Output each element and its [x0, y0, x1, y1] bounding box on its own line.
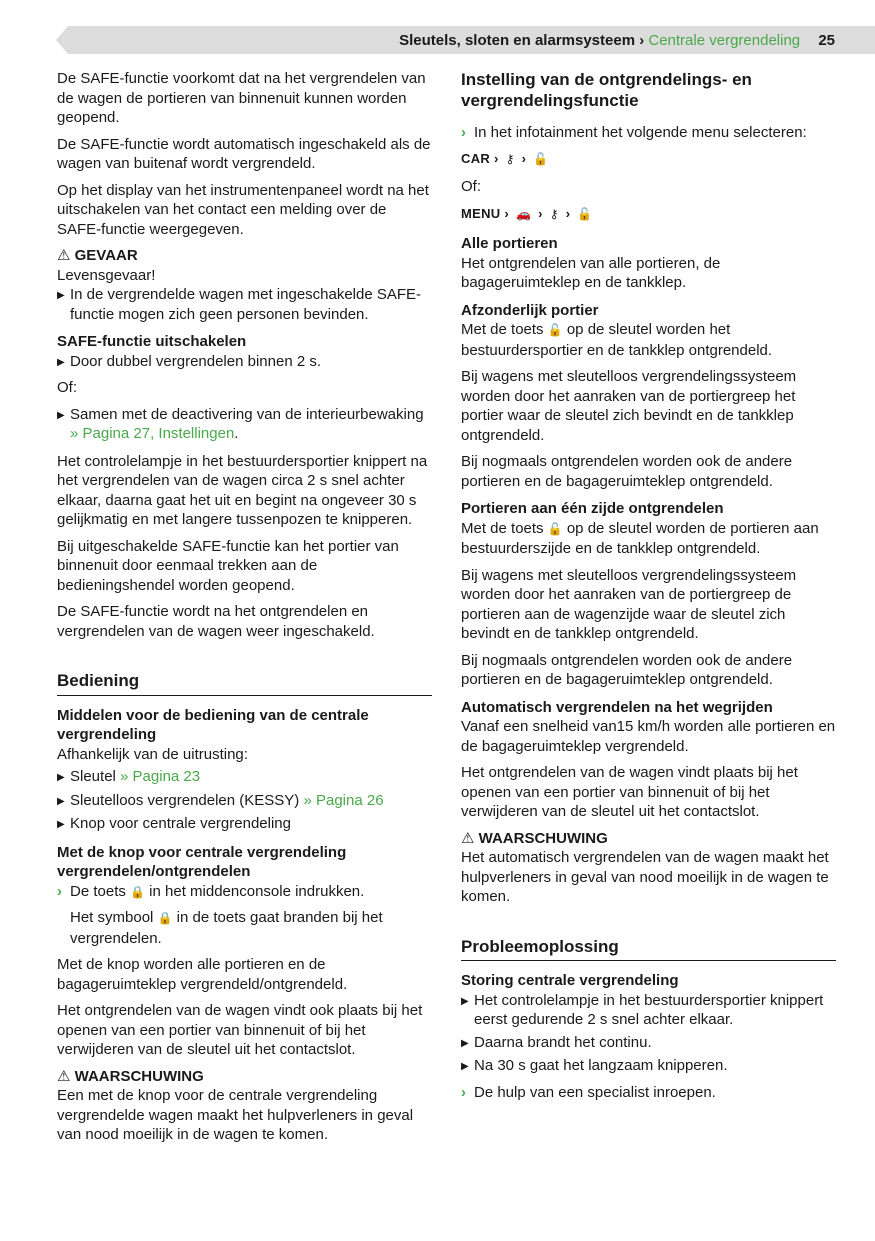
header-chapter: Centrale vergrendeling [648, 32, 801, 49]
lock-icon: 🔒 [130, 884, 145, 899]
page-number: 25 [818, 32, 835, 49]
section-heading: Probleemoplossing [461, 937, 836, 962]
paragraph: Bij wagens met sleutelloos vergrendelingssysteem worden door het aanraken van de portiergreep de portieren aan de wagenzijde waar de sleutel zich bevindt en de tankklep ontgrendeld. [461, 566, 797, 642]
bullet-triangle-icon: ▶ [461, 1061, 469, 1072]
bullet-triangle-icon: ▶ [57, 290, 65, 301]
list-item: ▶ Sleutel » Pagina 23 [57, 767, 432, 788]
paragraph: De SAFE-functie voorkomt dat na het vergrendelen van de wagen de portieren van binnenuit kunnen worden geopend. [57, 70, 426, 126]
unlock-icon: 🔓 [577, 206, 593, 221]
section-heading: Instelling van de ontgrendelings- en vergrendelingsfunctie [461, 70, 752, 110]
chevron-right-icon: › [565, 205, 571, 221]
menu-path-menu: MENU › 🚗 › ⚷ › 🔓 [461, 205, 593, 221]
paragraph: Met de toets 🔓 op de sleutel worden het bestuurdersportier en de tankklep ontgrendeld. [461, 321, 773, 359]
instruction-step: › In het infotainment het volgende menu selecteren: [461, 124, 807, 141]
page-link[interactable]: » Pagina 26 [303, 791, 384, 809]
subheading: Portieren aan één zijde ontgrendelen [461, 500, 724, 517]
bullet-triangle-icon: ▶ [461, 1037, 469, 1049]
instruction-step: › De hulp van een specialist inroepen. [461, 1083, 716, 1101]
bullet-triangle-icon: ▶ [461, 995, 469, 1007]
paragraph: Het controlelampje in het bestuurdersportier knippert na het vergrendelen van de wagen circa 2 s snel achter elkaar, daarna gaat het uit en begint na ongeveer 30 s gelijkmatig en met langere tussenpozen te knipperen. [57, 452, 428, 528]
paragraph: Bij wagens met sleutelloos vergrendelingssysteem worden door het aanraken van de portiergreep het portier waar de sleutel zich bevindt en de tankklep ontgrendeld. [461, 368, 797, 444]
paragraph: Bij uitgeschakelde SAFE-functie kan het portier van binnenuit door eenmaal trekken aan de bedieningshendel worden geopend. [57, 537, 399, 594]
chevron-right-icon: › [504, 205, 510, 221]
danger-title: ⚠ GEVAAR [57, 247, 138, 264]
bullet-triangle-icon: ▶ [57, 772, 65, 783]
subheading: Storing centrale vergrendeling [461, 972, 679, 989]
car-icon: 🚗 [515, 206, 532, 221]
car-key-icon: ⚷ [505, 151, 515, 166]
menu-path-car: CAR › ⚷ › 🔓 [461, 150, 549, 166]
running-header [399, 31, 835, 51]
header-section: Sleutels, sloten en alarmsysteem › [399, 32, 645, 49]
subheading: Automatisch vergrendelen na het wegrijden [461, 698, 773, 716]
warning-text: Een met de knop voor de centrale vergrendeling vergrendelde wagen maakt het hulpverleners in geval van nood moeilijk in de wagen te komen. [57, 1087, 414, 1143]
list-item: ▶ In de vergrendelde wagen met ingeschakelde SAFE-functie mogen zich geen personen bevinden. [57, 286, 422, 323]
subheading: SAFE-functie uitschakelen [57, 333, 247, 350]
step-arrow-icon: › [57, 882, 62, 900]
warning-title: ⚠ WAARSCHUWING [57, 1067, 204, 1085]
or-text: Of: [461, 178, 482, 195]
paragraph: Het ontgrendelen van alle portieren, de bagageruimteklep en de tankklep. [461, 254, 721, 291]
step-note: Het symbool 🔒 in de toets gaat branden bij het vergrendelen. [70, 909, 383, 947]
danger-text: Levensgevaar! [57, 266, 156, 284]
bullet-triangle-icon: ▶ [57, 819, 65, 830]
warning-triangle-icon: ⚠ [57, 247, 71, 264]
paragraph: Op het display van het instrumentenpaneel wordt na het uitschakelen van het contact een melding over de SAFE-functie weergegeven. [57, 181, 429, 238]
or-text: Of: [57, 379, 78, 396]
right-column [461, 69, 836, 1108]
paragraph: Afhankelijk van de uitrusting: [57, 745, 248, 763]
paragraph: Het ontgrendelen van de wagen vindt plaats bij het openen van een portier van binnenuit of bij het verwijderen van de sleutel uit het contactslot. [461, 764, 798, 820]
list-item: ▶ Na 30 s gaat het langzaam knipperen. [461, 1056, 836, 1077]
chevron-right-icon: › [521, 150, 527, 166]
unlock-icon: 🔓 [533, 151, 549, 166]
warning-text: Het automatisch vergrendelen van de wagen maakt het hulpverleners in geval van nood moeilijk in de wagen te komen. [461, 849, 829, 905]
page-link[interactable]: » Pagina 23 [120, 768, 201, 785]
page-link[interactable]: » Pagina 27, Instellingen [70, 425, 235, 442]
paragraph: De SAFE-functie wordt automatisch ingeschakeld als de wagen van buitenaf wordt vergrendeld. [57, 135, 431, 172]
left-column [57, 69, 432, 1145]
subheading: Met de knop voor centrale vergrendeling vergrendelen/ontgrendelen [57, 843, 347, 880]
warning-triangle-icon: ⚠ [461, 829, 475, 847]
unlock-icon: 🔓 [547, 521, 563, 536]
warning-triangle-icon: ⚠ [57, 1067, 71, 1085]
list-item: ▶ Door dubbel vergrendelen binnen 2 s. [57, 352, 432, 373]
list-item: ▶ Knop voor centrale vergrendeling [57, 814, 432, 835]
paragraph: Bij nogmaals ontgrendelen worden ook de andere portieren en de bagageruimteklep ontgrendeld. [461, 651, 793, 688]
car-key-icon: ⚷ [549, 206, 559, 221]
step-arrow-icon: › [461, 124, 466, 141]
subheading: Alle portieren [461, 235, 558, 252]
list-item: ▶ Samen met de deactivering van de interieurbewaking » Pagina 27, Instellingen. [57, 405, 424, 442]
paragraph: Bij nogmaals ontgrendelen worden ook de andere portieren en de bagageruimteklep ontgrendeld. [461, 453, 793, 490]
bullet-triangle-icon: ▶ [57, 409, 65, 421]
warning-title: ⚠ WAARSCHUWING [461, 829, 608, 847]
lock-icon: 🔒 [157, 911, 173, 925]
bullet-triangle-icon: ▶ [57, 795, 65, 807]
paragraph: De SAFE-functie wordt na het ontgrendelen en vergrendelen van de wagen weer ingeschakeld. [57, 603, 375, 640]
unlock-icon: 🔓 [547, 323, 563, 337]
subheading: Afzonderlijk portier [461, 301, 599, 319]
list-item: ▶ Sleutelloos vergrendelen (KESSY) » Pagina 26 [57, 791, 432, 812]
bullet-triangle-icon: ▶ [57, 356, 65, 368]
paragraph: Met de knop worden alle portieren en de bagageruimteklep vergrendeld/ontgrendeld. [57, 956, 348, 993]
paragraph: Vanaf een snelheid van15 km/h worden alle portieren en de bagageruimteklep vergrendeld. [461, 718, 836, 755]
chevron-right-icon: › [538, 205, 543, 221]
instruction-step: › De toets 🔒 in het middenconsole indrukken. [57, 882, 432, 903]
subheading: Middelen voor de bediening van de centrale vergrendeling [57, 706, 369, 743]
list-item: ▶ Daarna brandt het continu. [461, 1033, 836, 1054]
paragraph: Het ontgrendelen van de wagen vindt ook plaats bij het openen van een portier van binnenuit of bij het verwijderen van de sleutel uit het contactslot. [57, 1002, 423, 1058]
chevron-right-icon: › [494, 150, 499, 166]
section-heading: Bediening [57, 671, 432, 696]
paragraph: Met de toets 🔓 op de sleutel worden de portieren aan bestuurderszijde en de tankklep ontgrendeld. [461, 519, 819, 557]
step-arrow-icon: › [461, 1083, 466, 1101]
list-item: ▶ Het controlelampje in het bestuurdersportier knippert eerst gedurende 2 s snel achter elkaar. [461, 991, 824, 1028]
